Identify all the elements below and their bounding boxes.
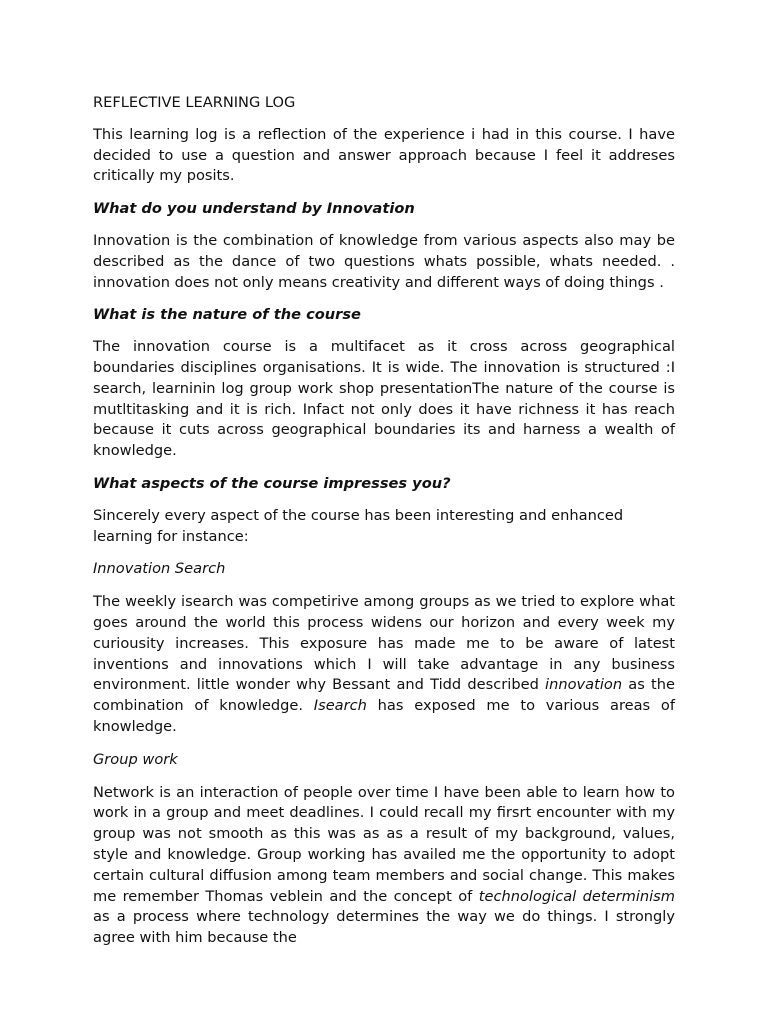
question-course-nature: What is the nature of the course — [93, 306, 361, 324]
innovation-search-text-1: The weekly isearch was competirive among groups as we tried to explore what goes around the world this process widens our horizon and every week my curiousity increases. This exposure has made me to be aware of latest inventions and innovations which I will take advantage in any business environment. little wonder why Bessant and Tidd described — [93, 593, 675, 694]
question-course-aspects: What aspects of the course impresses you? — [93, 474, 451, 492]
group-work-emphasis-1: technological determinism — [478, 887, 675, 905]
document-title: REFLECTIVE LEARNING LOG — [93, 94, 296, 111]
innovation-search-emphasis-2: Isearch — [313, 697, 367, 715]
answer-course-nature: The innovation course is a multifacet as it cross across geographical boundaries disciplines organisations. It is wide. The innovation is structured :I search, learninin log group work shop presentationThe nature of the course is mutltitasking and it is rich. Infact not only does it have richness it has reach because it cuts across geographical boundaries its and harness a wealth of knowledge. — [93, 338, 675, 460]
question-innovation: What do you understand by Innovation — [93, 200, 415, 218]
answer-course-aspects: Sincerely every aspect of the course has been interesting and enhanced learning for instance: — [93, 506, 624, 545]
group-work-text-2: as a process where technology determines the way we do things. I strongly agree with him because the — [93, 908, 675, 947]
innovation-search-paragraph — [93, 592, 675, 738]
subheading-innovation-search: Innovation Search — [93, 560, 226, 578]
subheading-group-work: Group work — [93, 750, 178, 768]
group-work-paragraph — [93, 783, 675, 949]
intro-paragraph: This learning log is a reflection of the experience i had in this course. I have decided to use a question and answer approach because I feel it addreses critically my posits. — [93, 125, 675, 185]
document-page — [93, 93, 675, 961]
innovation-search-text-3: has exposed me to various areas of knowledge. — [93, 697, 675, 735]
innovation-search-text-2: as the combination of knowledge. — [93, 676, 675, 715]
innovation-search-emphasis-1: innovation — [545, 676, 623, 694]
answer-innovation: Innovation is the combination of knowledge from various aspects also may be described as the dance of two questions whats possible, whats needed. . innovation does not only means creativity and different ways of doing things . — [93, 231, 675, 291]
group-work-text-1: Network is an interaction of people over time I have been able to learn how to work in a group and meet deadlines. I could recall my firsrt encounter with my group was not smooth as this was as as a result of my background, values, style and knowledge. Group working has availed me the opportunity to adopt certain cultural diffusion among team members and social change. This makes me remember Thomas veblein and the concept of — [93, 783, 675, 905]
